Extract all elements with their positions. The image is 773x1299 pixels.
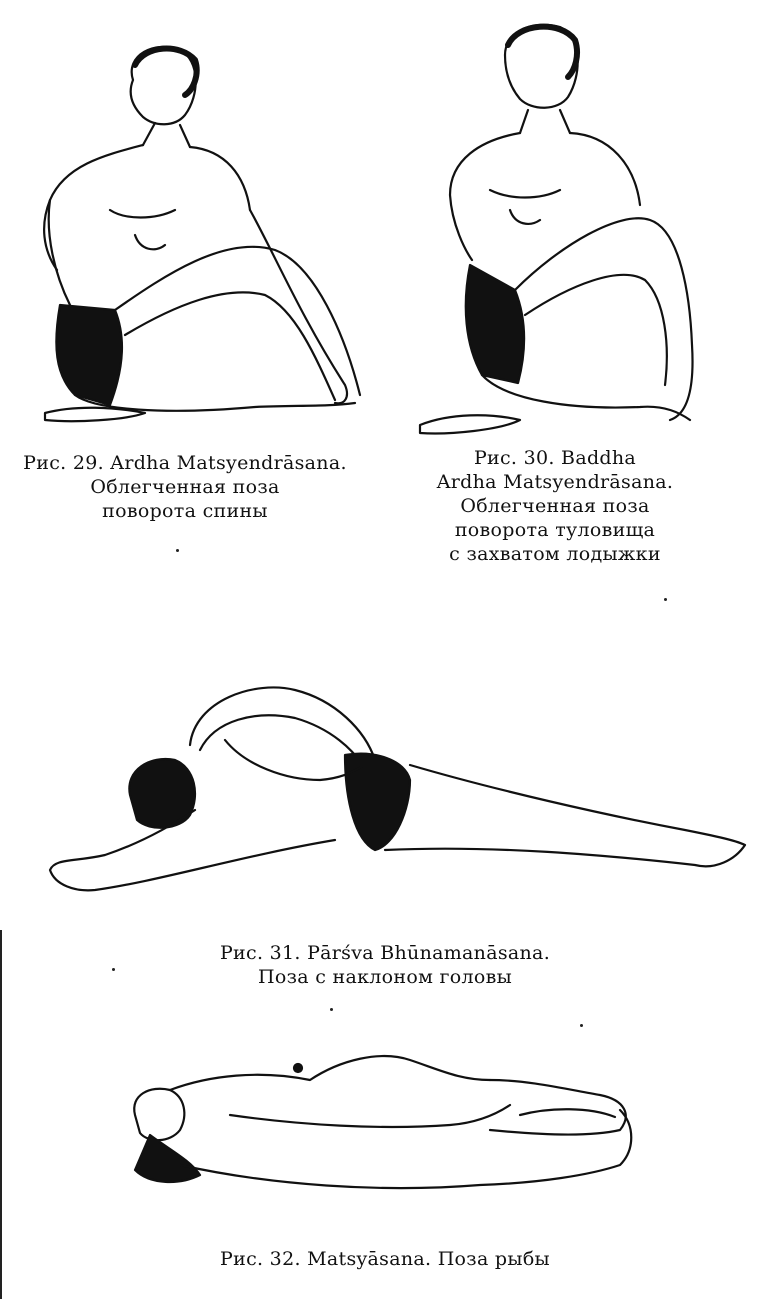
- figure-31-illustration: [45, 670, 750, 920]
- parsva-bhunamanasana-drawing: [45, 670, 750, 920]
- figure-29-caption-line-2: Облегченная поза: [90, 476, 280, 498]
- figure-30-illustration: [410, 15, 700, 440]
- figure-31-caption-line-2: Поза с наклоном головы: [257, 966, 513, 988]
- figure-32-caption: [170, 1247, 600, 1271]
- figure-30-caption-line-1: Рис. 30. Baddha: [473, 447, 637, 469]
- scan-speck: [580, 1024, 583, 1027]
- figure-31-caption: [170, 941, 600, 989]
- figure-32-illustration: [120, 1035, 640, 1210]
- figure-30-caption-line-2: Ardha Matsyendrāsana.: [436, 471, 674, 493]
- scan-speck: [664, 598, 667, 601]
- scan-speck: [112, 968, 115, 971]
- figure-29-caption-line-3: поворота спины: [102, 500, 268, 522]
- figure-29-caption-line-1: Рис. 29. Ardha Matsyendrāsana.: [23, 452, 347, 474]
- scan-speck: [330, 1008, 333, 1011]
- figure-29-illustration: [15, 35, 375, 435]
- figure-30-caption-line-3: Облегченная поза: [460, 495, 650, 517]
- baddha-ardha-matsyendrasana-drawing: [410, 15, 700, 440]
- figure-32-caption-line-1: Рис. 32. Matsyāsana. Поза рыбы: [220, 1248, 550, 1270]
- figure-30-caption: [410, 446, 700, 566]
- figure-31-caption-line-1: Рис. 31. Pārśva Bhūnamanāsana.: [219, 942, 551, 964]
- figure-30-caption-line-4: поворота туловища: [454, 519, 656, 541]
- scan-speck: [176, 549, 179, 552]
- ardha-matsyendrasana-drawing: [15, 35, 375, 435]
- scan-edge-line: [0, 930, 2, 1299]
- figure-30-caption-line-5: с захватом лодыжки: [449, 543, 661, 565]
- matsyasana-drawing: [120, 1035, 640, 1210]
- figure-29-caption: [5, 451, 365, 523]
